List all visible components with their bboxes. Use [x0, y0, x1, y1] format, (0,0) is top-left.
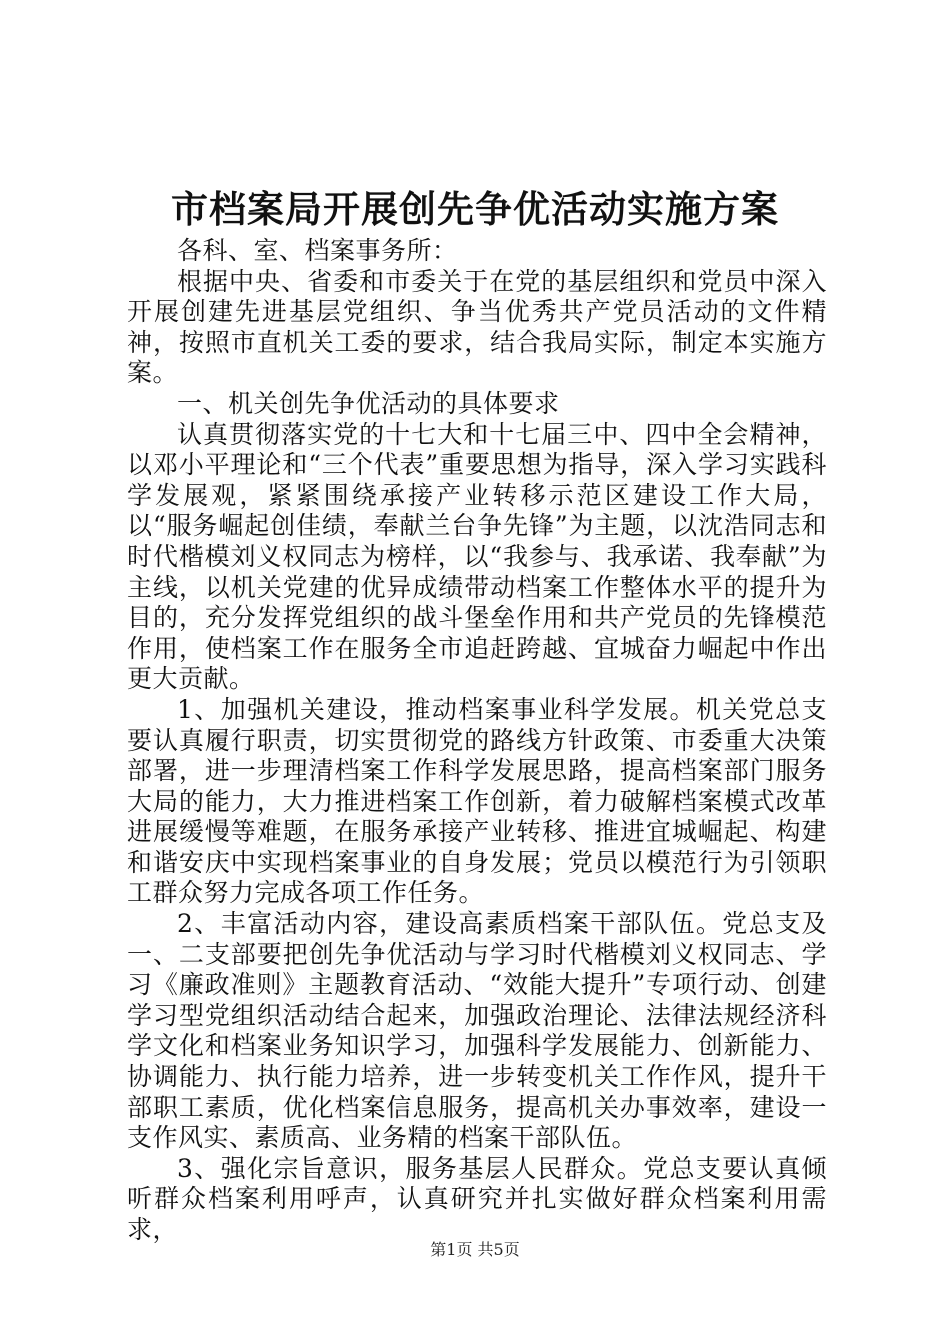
section-heading-1: 一、机关创先争优活动的具体要求	[177, 388, 560, 418]
item-2-paragraph: 2、丰富活动内容，建设高素质档案干部队伍。党总支及一、二支部要把创先争优活动与学习时代楷模刘义权同志、学习《廉政准则》主题教育活动、“效能大提升”专项行动、创建学习型党组织活动结合起来，加强政治理论、法律法规经济科学文化和档案业务知识学习，加强科学发展能力、创新能力、协调能力、执行能力培养，进一步转变机关工作作风，提升干部职工素质，优化档案信息服务，提高机关办事效率，建设一支作风实、素质高、业务精的档案干部队伍。	[127, 909, 827, 1153]
document-body	[127, 236, 827, 1246]
item-3-paragraph: 3、强化宗旨意识，服务基层人民群众。党总支要认真倾听群众档案利用呼声，认真研究并扎实做好群众档案利用需求，	[127, 1153, 827, 1244]
page-footer: 第1页 共5页	[430, 1240, 520, 1259]
requirements-paragraph: 认真贯彻落实党的十七大和十七届三中、四中全会精神，以邓小平理论和“三个代表”重要思想为指导，深入学习实践科学发展观，紧紧围绕承接产业转移示范区建设工作大局，以“服务崛起创佳绩，奉献兰台争先锋”为主题，以沈浩同志和时代楷模刘义权同志为榜样，以“我参与、我承诺、我奉献”为主线，以机关党建的优异成绩带动档案工作整体水平的提升为目的，充分发挥党组织的战斗堡垒作用和共产党员的先锋模范作用，使档案工作在服务全市追赶跨越、宜城奋力崛起中作出更大贡献。	[127, 419, 827, 694]
document-title: 市档案局开展创先争优活动实施方案	[171, 187, 779, 231]
intro-paragraph: 根据中央、省委和市委关于在党的基层组织和党员中深入开展创建先进基层党组织、争当优秀共产党员活动的文件精神，按照市直机关工委的要求，结合我局实际，制定本实施方案。	[127, 266, 827, 388]
salutation-paragraph: 各科、室、档案事务所：	[177, 236, 458, 265]
item-1-paragraph: 1、加强机关建设，推动档案事业科学发展。机关党总支要认真履行职责，切实贯彻党的路线方针政策、市委重大决策部署，进一步理清档案工作科学发展思路，提高档案部门服务大局的能力，大力推进档案工作创新，着力破解档案模式改革进展缓慢等难题，在服务承接产业转移、推进宜城崛起、构建和谐安庆中实现档案事业的自身发展；党员以模范行为引领职工群众努力完成各项工作任务。	[127, 694, 827, 908]
